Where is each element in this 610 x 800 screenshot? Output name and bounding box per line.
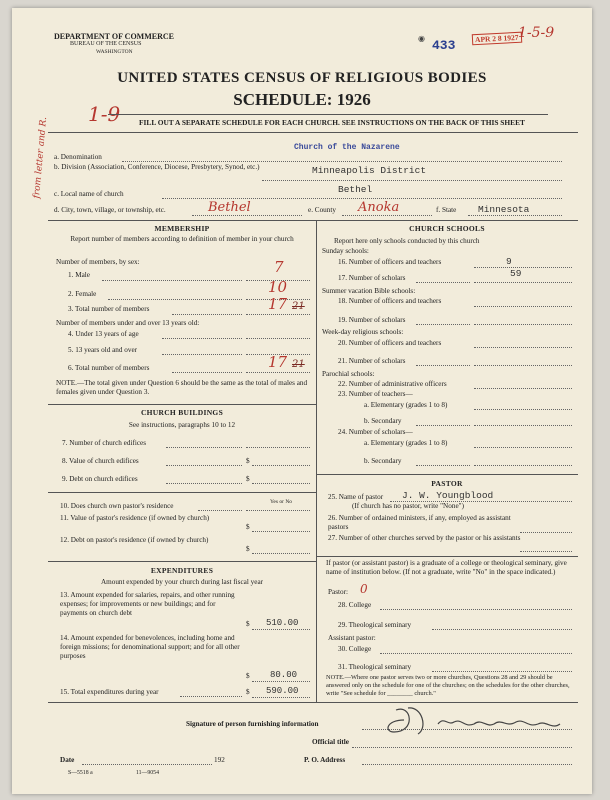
county-value: Anoka [358, 200, 400, 215]
q23-label: 23. Number of teachers— [338, 390, 413, 398]
q17-label: 17. Number of scholars [338, 274, 406, 282]
division-value: Minneapolis District [312, 165, 427, 176]
margin-note: from letter and R. [32, 116, 50, 199]
sunday-teachers-value: 9 [506, 256, 512, 267]
signature-label: Signature of person furnishing information [186, 720, 319, 728]
q8-dollar: $ [246, 457, 250, 465]
membership-age-label: Number of members under and over 13 years old: [56, 319, 200, 327]
q9-dollar: $ [246, 475, 250, 483]
summer-label: Summer vacation Bible schools: [322, 287, 416, 295]
city-label: d. City, town, village, or township, etc. [54, 206, 166, 214]
q12-dollar: $ [246, 545, 250, 553]
bureau-name: BUREAU OF THE CENSUS [70, 41, 142, 47]
year-label: 192 [214, 756, 225, 764]
q11-dollar: $ [246, 523, 250, 531]
date-stamp: APR 2 8 1927 [472, 32, 522, 46]
membership-note: NOTE.—The total given under Question 6 should be the same as the total of males and females given under Question 3. [56, 379, 308, 396]
q18-label: 18. Number of officers and teachers [338, 297, 442, 305]
q27-label: 27. Number of other churches served by the pastor or his assistants [328, 534, 521, 542]
q21-label: 21. Number of scholars [338, 357, 406, 365]
q30-label: 30. College [338, 645, 372, 653]
pastor-graduate-answer: 0 [360, 582, 368, 596]
parochial-label: Parochial schools: [322, 370, 375, 378]
denomination-stamp: Church of the Nazarene [294, 143, 400, 152]
expenditures-sub: Amount expended by your church during last fiscal year [100, 578, 264, 586]
q25-label: 25. Name of pastor [328, 493, 384, 501]
q31-label: 31. Theological seminary [338, 663, 412, 671]
total-struck-value: 21 [292, 301, 305, 312]
bureau-city: WASHINGTON [96, 49, 133, 55]
expenditures-heading: EXPENDITURES [150, 566, 214, 575]
q26-label: 26. Number of ordained ministers, if any, employed as assistant pastors [328, 514, 511, 531]
schools-sub: Report here only schools conducted by this church [334, 237, 480, 245]
schedule-title: SCHEDULE: 1926 [233, 90, 371, 109]
q1-label: 1. Male [68, 271, 90, 279]
male-value: 7 [274, 258, 284, 276]
q7-label: 7. Number of church edifices [62, 439, 147, 447]
q20-label: 20. Number of officers and teachers [338, 339, 442, 347]
official-title-label: Official title [312, 738, 349, 746]
buildings-sub: See instructions, paragraphs 10 to 12 [128, 421, 236, 429]
schools-heading: CHURCH SCHOOLS [409, 224, 485, 233]
local-name-label: c. Local name of church [54, 190, 124, 198]
q10-label: 10. Does church own pastor's residence [60, 502, 174, 510]
handwritten-ref: 1-9 [88, 102, 121, 126]
city-value: Bethel [208, 200, 251, 215]
q15-dollar: $ [246, 688, 250, 696]
pastor-note: NOTE.—Where one pastor serves two or more churches, Questions 28 and 29 should be answered only on the schedule for one of the churches; on the schedules for the other churches, write "See schedule for ________ church." [326, 674, 570, 697]
expenditure-14-value: 80.00 [270, 670, 298, 680]
q22-label: 22. Number of administrative officers [338, 380, 447, 388]
q11-label: 11. Value of pastor's residence (if owned by church) [60, 514, 210, 522]
q24-label: 24. Number of scholars— [338, 428, 413, 436]
q6-label: 6. Total number of members [68, 364, 150, 372]
pastor-name-value: J. W. Youngblood [402, 490, 494, 501]
weekday-label: Week-day religious schools: [322, 328, 404, 336]
female-value: 10 [268, 278, 288, 296]
state-label: f. State [436, 206, 457, 214]
instruction-line: FILL OUT A SEPARATE SCHEDULE FOR EACH CHURCH. SEE INSTRUCTIONS ON THE BACK OF THIS SHEET [139, 118, 525, 127]
census-schedule-sheet [12, 8, 592, 794]
expenditure-13-value: 510.00 [266, 618, 299, 628]
membership-sex-label: Number of members, by sex: [56, 258, 140, 266]
expenditure-15-value: 590.00 [266, 686, 299, 696]
sunday-scholars-value: 59 [510, 268, 522, 279]
form-number: S—5518 a [68, 770, 93, 776]
denomination-label: a. Denomination [54, 153, 102, 161]
q15-label: 15. Total expenditures during year [60, 688, 159, 696]
q29-label: 29. Theological seminary [338, 621, 412, 629]
buildings-heading: CHURCH BUILDINGS [140, 408, 224, 417]
county-label: e. County [308, 206, 336, 214]
handwritten-code: 1-5-9 [518, 25, 555, 41]
q24a-label: a. Elementary (grades 1 to 8) [364, 439, 448, 447]
yes-no-hint: Yes or No [270, 499, 293, 505]
signature-mark [382, 704, 572, 738]
po-address-label: P. O. Address [304, 756, 346, 764]
q13-label: 13. Amount expended for salaries, repairs, and other running expenses; for improvements or new buildings; and for payments on church debt [60, 591, 235, 617]
q16-label: 16. Number of officers and teachers [338, 258, 442, 266]
local-name-value: Bethel [338, 184, 373, 195]
sunday-label: Sunday schools: [322, 247, 369, 255]
division-label: b. Division (Association, Conference, Diocese, Presbytery, Synod, etc.) [54, 163, 260, 171]
q4-label: 4. Under 13 years of age [68, 330, 139, 338]
graduate-note: If pastor (or assistant pastor) is a graduate of a college or theological seminary, give name of institution below. (If not a graduate, write "No" in the space indicated.) [326, 559, 567, 576]
q12-label: 12. Debt on pastor's residence (if owned by church) [60, 536, 209, 544]
total6-value: 17 [268, 353, 288, 371]
q3-label: 3. Total number of members [68, 305, 150, 313]
assistant-label: Assistant pastor: [328, 634, 376, 642]
q25-note: (If church has no pastor, write "None") [352, 502, 464, 510]
membership-intro: Report number of members according to definition of member in your church [70, 235, 294, 243]
q13-dollar: $ [246, 620, 250, 628]
q14-dollar: $ [246, 672, 250, 680]
q19-label: 19. Number of scholars [338, 316, 406, 324]
membership-heading: MEMBERSHIP [154, 224, 210, 233]
form-title: UNITED STATES CENSUS OF RELIGIOUS BODIES [117, 70, 487, 86]
q23b-label: b. Secondary [364, 417, 402, 425]
seal-mark: ◉ [418, 34, 425, 43]
q28-label: 28. College [338, 601, 372, 609]
q2-label: 2. Female [68, 290, 97, 298]
pastor-label: Pastor: [328, 588, 348, 596]
state-value: Minnesota [478, 204, 530, 215]
dept-name: DEPARTMENT OF COMMERCE [54, 32, 175, 41]
total-value: 17 [268, 295, 288, 313]
q9-label: 9. Debt on church edifices [62, 475, 138, 483]
q8-label: 8. Value of church edifices [62, 457, 139, 465]
q24b-label: b. Secondary [364, 457, 402, 465]
date-label: Date [60, 756, 75, 764]
total6-struck-value: 21 [292, 359, 305, 370]
number-stamp: 433 [432, 38, 456, 53]
pastor-heading: PASTOR [431, 479, 463, 488]
print-number: 11—9054 [136, 770, 159, 776]
q14-label: 14. Amount expended for benevolences, including home and foreign missions; for denominational support; and for all other purposes [60, 634, 240, 660]
q23a-label: a. Elementary (grades 1 to 8) [364, 401, 448, 409]
q5-label: 5. 13 years old and over [68, 346, 138, 354]
